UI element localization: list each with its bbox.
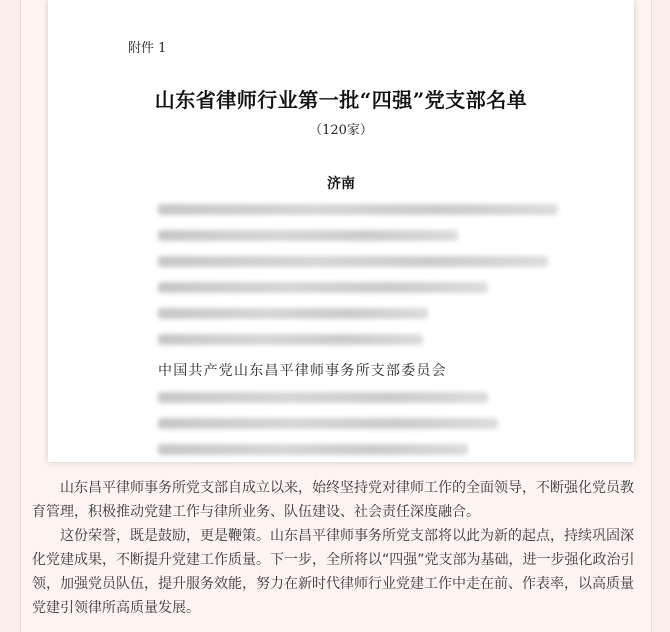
document-count: （120家） bbox=[309, 123, 373, 138]
highlighted-entry: 中国共产党山东昌平律师事务所支部委员会 bbox=[158, 363, 447, 379]
blurred-entry bbox=[158, 256, 548, 267]
blurred-entry bbox=[158, 282, 488, 293]
document-image bbox=[48, 0, 634, 462]
blurred-entry bbox=[158, 204, 558, 215]
city-heading: 济南 bbox=[327, 176, 355, 192]
blurred-entry bbox=[158, 392, 488, 403]
blurred-entry bbox=[158, 418, 498, 429]
blurred-entry bbox=[158, 230, 458, 241]
blurred-entry bbox=[158, 444, 468, 455]
document-title: 山东省律师行业第一批“四强”党支部名单 bbox=[154, 88, 528, 112]
blurred-entry bbox=[158, 334, 423, 345]
attachment-label: 附件 1 bbox=[128, 41, 167, 56]
blurred-entry bbox=[158, 308, 428, 319]
article-paragraph: 山东昌平律师事务所党支部自成立以来，始终坚持党对律师工作的全面领导，不断强化党员教育管理，积极推动党建工作与律所业务、队伍建设、社会责任深度融合。 bbox=[32, 480, 634, 520]
article-body bbox=[32, 476, 640, 620]
article-paragraph: 这份荣誉，既是鼓励，更是鞭策。山东昌平律师事务所党支部将以此为新的起点，持续巩固深化党建成果，不断提升党建工作质量。下一步，全所将以“四强”党支部为基础，进一步强化政治引领，加强党员队伍，提升服务效能，努力在新时代律师行业党建工作中走在前、作表率，以高质量党建引领律所高质量发展。 bbox=[32, 528, 635, 616]
